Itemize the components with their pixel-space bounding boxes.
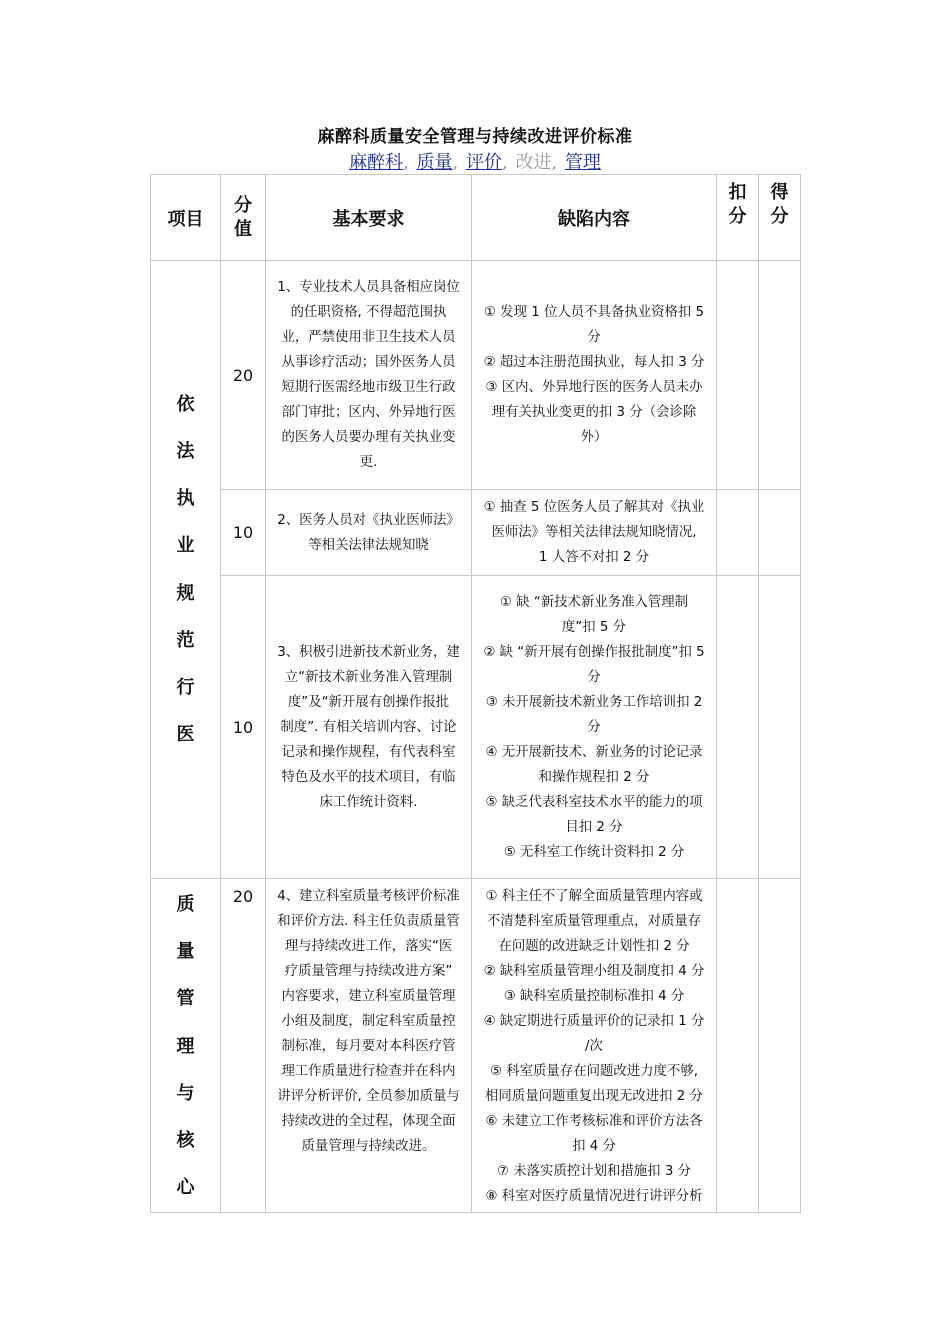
evaluation-table — [150, 174, 801, 1213]
defect-line: 外） — [580, 430, 608, 445]
defect-line: 医师法》等相关法律法规知晓情况, — [491, 525, 697, 540]
requirement-line: 的医务人员要办理有关执业变 — [281, 430, 456, 445]
category-char: 业 — [176, 535, 195, 557]
page-title: 麻醉科质量安全管理与持续改进评价标准 — [317, 127, 633, 147]
category-char: 行 — [176, 676, 195, 698]
defect-line: 在问题的改进缺乏计划性扣 2 分 — [498, 939, 690, 954]
tag-link[interactable]: 麻醉科 — [349, 152, 404, 173]
defect-cell — [472, 490, 717, 576]
defect-line: ② 缺 “新开展有创操作报批制度”扣 5 — [483, 644, 705, 660]
category-cell — [151, 879, 221, 1213]
requirement-line: 小组及制度，制定科室质量控 — [281, 1014, 456, 1029]
table-row — [151, 490, 801, 576]
category-char: 核 — [176, 1130, 195, 1152]
defect-line: 分 — [587, 719, 601, 735]
defect-line: /次 — [585, 1039, 603, 1054]
header-gain-line: 分 — [770, 206, 789, 227]
defect-line: 和操作规程扣 2 分 — [538, 769, 650, 785]
defect-line: ⑤ 缺乏代表科室技术水平的能力的项 — [485, 794, 703, 810]
defect-line: ① 缺 “新技术新业务准入管理制 — [499, 594, 689, 610]
category-char: 理 — [176, 1035, 195, 1057]
category-char: 依 — [176, 393, 195, 415]
table-row — [151, 261, 801, 490]
requirement-line: 疗质量管理与持续改进方案” — [284, 964, 453, 979]
defect-line: ⑤ 无科室工作统计资料扣 2 分 — [503, 844, 685, 860]
deduct-cell[interactable] — [717, 261, 759, 490]
defect-line: 不清楚科室质量管理重点，对质量存 — [486, 914, 702, 929]
tag-link[interactable]: 管理 — [564, 152, 601, 173]
requirement-line: 特色及水平的技术项目，有临 — [281, 769, 456, 785]
category-char: 管 — [176, 988, 195, 1010]
requirement-line: 1、专业技术人员具备相应岗位 — [277, 280, 460, 295]
score-cell: 10 — [221, 490, 266, 576]
header-deduct-line: 扣 — [728, 182, 747, 203]
header-score-line: 值 — [234, 218, 252, 240]
category-cell — [151, 261, 221, 879]
requirement-line: 业，严禁使用非卫生技术人员 — [281, 330, 456, 345]
defect-line: ③ 缺科室质量控制标准扣 4 分 — [503, 989, 685, 1004]
header-gain — [759, 175, 801, 261]
defect-line: ⑧ 科室对医疗质量情况进行讲评分析 — [485, 1189, 703, 1204]
requirement-cell — [266, 490, 472, 576]
requirement-line: 记录和操作规程，有代表科室 — [281, 744, 456, 760]
score-cell: 20 — [221, 261, 266, 490]
defect-line: ③ 未开展新技术新业务工作培训扣 2 — [485, 694, 703, 710]
deduct-cell[interactable] — [717, 879, 759, 1213]
category-char: 量 — [176, 941, 195, 963]
defect-line: ① 发现 1 位人员不具备执业资格扣 5 — [483, 305, 705, 320]
header-score — [221, 175, 266, 261]
category-char: 范 — [176, 629, 195, 651]
defect-line: 理有关执业变更的扣 3 分（会诊除 — [491, 405, 697, 420]
requirement-line: 理与持续改进工作，落实“医 — [284, 939, 453, 954]
defect-line: ④ 无开展新技术、新业务的讨论记录 — [485, 744, 703, 760]
defect-line: 1 人答不对扣 2 分 — [538, 550, 650, 565]
category-char: 医 — [176, 724, 195, 746]
requirement-line: 制度”. 有相关培训内容、讨论 — [280, 719, 457, 735]
defect-line: ① 科主任不了解全面质量管理内容或 — [485, 889, 703, 904]
requirement-line: 制标准，每月要对本科医疗管 — [281, 1039, 456, 1054]
score-cell: 20 — [221, 879, 266, 1213]
requirement-line: 内容要求，建立科室质量管理 — [281, 989, 456, 1004]
defect-cell — [472, 879, 717, 1213]
requirement-cell — [266, 879, 472, 1213]
defect-line: ② 缺科室质量管理小组及制度扣 4 分 — [483, 964, 705, 979]
defect-line: 目扣 2 分 — [565, 819, 623, 835]
category-char: 质 — [176, 894, 195, 915]
defect-line: ② 超过本注册范围执业，每人扣 3 分 — [483, 355, 705, 370]
header-score-line: 分 — [234, 194, 252, 216]
requirement-line: 部门审批；区内、外异地行医 — [281, 405, 456, 420]
requirement-line: 等相关法律法规知晓 — [308, 537, 429, 553]
tag-link[interactable]: 评价 — [466, 152, 502, 173]
defect-line: ⑦ 未落实质控计划和措施扣 3 分 — [497, 1164, 691, 1179]
deduct-cell[interactable] — [717, 490, 759, 576]
category-char: 与 — [176, 1082, 195, 1104]
table-row — [151, 576, 801, 879]
header-deduct — [717, 175, 759, 261]
requirement-line: 理工作质量进行检查并在科内 — [281, 1064, 456, 1079]
requirement-line: 持续改进的全过程，体现全面 — [281, 1114, 456, 1129]
defect-line: 相同质量问题重复出现无改进扣 2 分 — [485, 1089, 703, 1104]
gain-cell[interactable] — [759, 879, 801, 1213]
requirement-line: 度”及“新开展有创操作报批 — [287, 694, 450, 710]
requirement-cell — [266, 576, 472, 879]
requirement-line: 床工作统计资料. — [319, 794, 418, 810]
category-char: 规 — [176, 582, 195, 604]
defect-line: 分 — [587, 330, 601, 345]
header-item: 项目 — [151, 175, 221, 261]
header-defect: 缺陷内容 — [472, 175, 717, 261]
defect-line: 扣 4 分 — [572, 1139, 616, 1154]
tag-plain: 改进 — [515, 152, 552, 173]
defect-line: ⑥ 未建立工作考核标准和评价方法各 — [485, 1114, 703, 1129]
header-row — [151, 175, 801, 261]
requirement-line: 4、建立科室质量考核评价标准 — [277, 889, 460, 904]
keyword-tags: 麻醉科, 质量, 评价, 改进, 管理 — [349, 152, 601, 173]
requirement-cell — [266, 261, 472, 490]
defect-line: 度”扣 5 分 — [561, 619, 627, 635]
header-requirement: 基本要求 — [266, 175, 472, 261]
deduct-cell[interactable] — [717, 576, 759, 879]
requirement-line: 短期行医需经地市级卫生行政 — [281, 380, 456, 395]
header-gain-line: 得 — [770, 182, 789, 203]
defect-line: 分 — [587, 669, 601, 685]
requirement-line: 更. — [359, 455, 378, 470]
defect-line: ① 抽查 5 位医务人员了解其对《执业 — [483, 500, 705, 515]
category-char: 心 — [176, 1177, 195, 1199]
table-row — [151, 879, 801, 1213]
gain-cell[interactable] — [759, 576, 801, 879]
requirement-line: 的任职资格, 不得超范围执 — [290, 305, 447, 320]
requirement-line: 质量管理与持续改进。 — [301, 1139, 436, 1154]
category-char: 法 — [176, 440, 195, 462]
defect-cell — [472, 576, 717, 879]
defect-line: ③ 区内、外异地行医的医务人员未办 — [485, 380, 703, 395]
defect-cell — [472, 261, 717, 490]
defect-line: ④ 缺定期进行质量评价的记录扣 1 分 — [483, 1014, 705, 1029]
score-cell: 10 — [221, 576, 266, 879]
gain-cell[interactable] — [759, 261, 801, 490]
requirement-line: 3、积极引进新技术新业务，建 — [277, 644, 460, 660]
requirement-line: 立“新技术新业务准入管理制 — [284, 669, 453, 685]
tag-link[interactable]: 质量 — [416, 152, 453, 173]
defect-line: ⑤ 科室质量存在问题改进力度不够, — [490, 1064, 698, 1079]
category-char: 执 — [176, 488, 195, 510]
requirement-line: 2、医务人员对《执业医师法》 — [277, 512, 460, 528]
header-deduct-line: 分 — [728, 206, 747, 227]
gain-cell[interactable] — [759, 490, 801, 576]
requirement-line: 从事诊疗活动；国外医务人员 — [281, 355, 456, 370]
requirement-line: 讲评分析评价, 全员参加质量与 — [277, 1089, 460, 1104]
requirement-line: 和评价方法. 科主任负责质量管 — [277, 914, 460, 929]
